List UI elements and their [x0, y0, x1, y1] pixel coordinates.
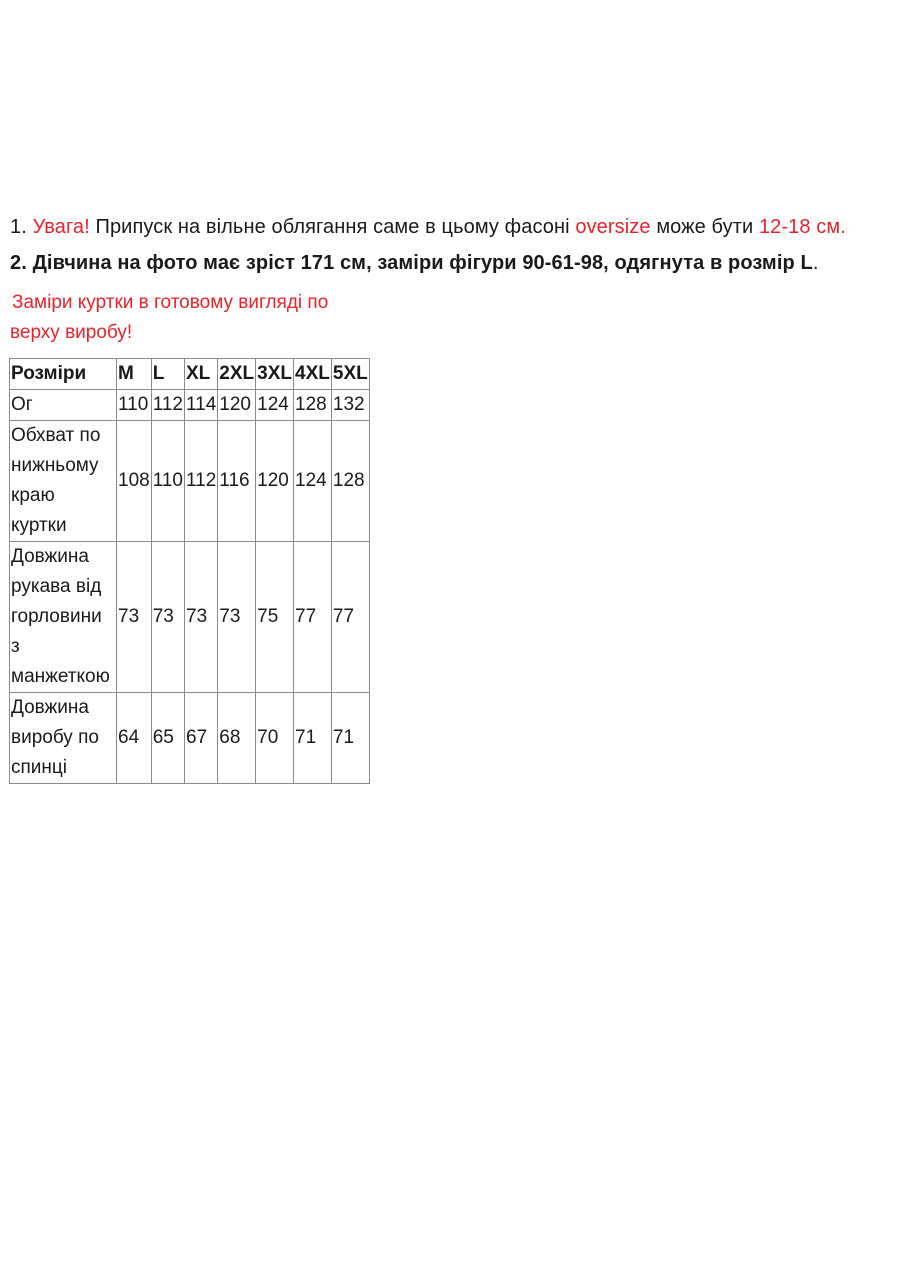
table-cell: 120	[218, 390, 256, 421]
measurement-note	[10, 288, 328, 348]
measurement-note-line-1: Заміри куртки в готовому вигляді по	[12, 292, 329, 313]
note-2-end: .	[812, 252, 819, 274]
note-1-text-b: може бути	[656, 216, 754, 238]
note-2-number: 2.	[10, 252, 27, 274]
table-cell: 112	[151, 390, 184, 421]
model-size: L	[800, 252, 813, 274]
table-row	[10, 421, 370, 542]
table-row	[10, 693, 370, 784]
table-cell: 114	[185, 390, 218, 421]
table-cell: 73	[185, 542, 218, 693]
table-cell: 108	[117, 421, 152, 542]
table-cell: 64	[117, 693, 152, 784]
header-cell: XL	[185, 359, 218, 390]
header-cell: 2XL	[218, 359, 256, 390]
table-cell: 132	[331, 390, 369, 421]
size-table	[9, 358, 370, 784]
table-cell: 124	[294, 421, 332, 542]
row-label: Обхват по нижньому краю куртки	[10, 421, 117, 542]
table-cell: 110	[151, 421, 184, 542]
size-table-header	[10, 359, 370, 390]
table-cell: 70	[256, 693, 294, 784]
table-cell: 112	[185, 421, 218, 542]
table-cell: 116	[218, 421, 256, 542]
table-cell: 73	[151, 542, 184, 693]
table-row	[10, 390, 370, 421]
table-cell: 128	[294, 390, 332, 421]
table-cell: 120	[256, 421, 294, 542]
table-cell: 73	[117, 542, 152, 693]
header-cell: 4XL	[294, 359, 332, 390]
note-1-text-a: Припуск на вільне облягання саме в цьому фасоні	[95, 216, 570, 238]
note-line-2	[10, 252, 818, 275]
table-row	[10, 542, 370, 693]
header-cell: 5XL	[331, 359, 369, 390]
header-cell: M	[117, 359, 152, 390]
oversize-label: oversize	[575, 216, 651, 238]
attention-label: Увага!	[32, 216, 90, 238]
note-2-text-a: Дівчина на фото має зріст 171 см, заміри фігури 90-61-98, одягнута в розмір	[32, 252, 795, 274]
table-cell: 110	[117, 390, 152, 421]
header-cell: L	[151, 359, 184, 390]
note-1-number: 1.	[10, 216, 27, 238]
table-cell: 65	[151, 693, 184, 784]
table-cell: 71	[294, 693, 332, 784]
measurement-note-line-2: верху виробу!	[10, 322, 133, 343]
table-cell: 71	[331, 693, 369, 784]
table-cell: 77	[331, 542, 369, 693]
note-line-1	[10, 216, 846, 239]
table-cell: 75	[256, 542, 294, 693]
table-cell: 124	[256, 390, 294, 421]
header-cell: 3XL	[256, 359, 294, 390]
table-cell: 68	[218, 693, 256, 784]
row-label: Довжина рукава від горловини з манжеткою	[10, 542, 117, 693]
table-cell: 73	[218, 542, 256, 693]
allowance-range: 12-18 см.	[758, 216, 846, 238]
row-label: Ог	[10, 390, 117, 421]
row-label: Довжина виробу по спинці	[10, 693, 117, 784]
table-cell: 77	[294, 542, 332, 693]
header-cell: Розміри	[10, 359, 117, 390]
table-cell: 128	[331, 421, 369, 542]
table-cell: 67	[185, 693, 218, 784]
